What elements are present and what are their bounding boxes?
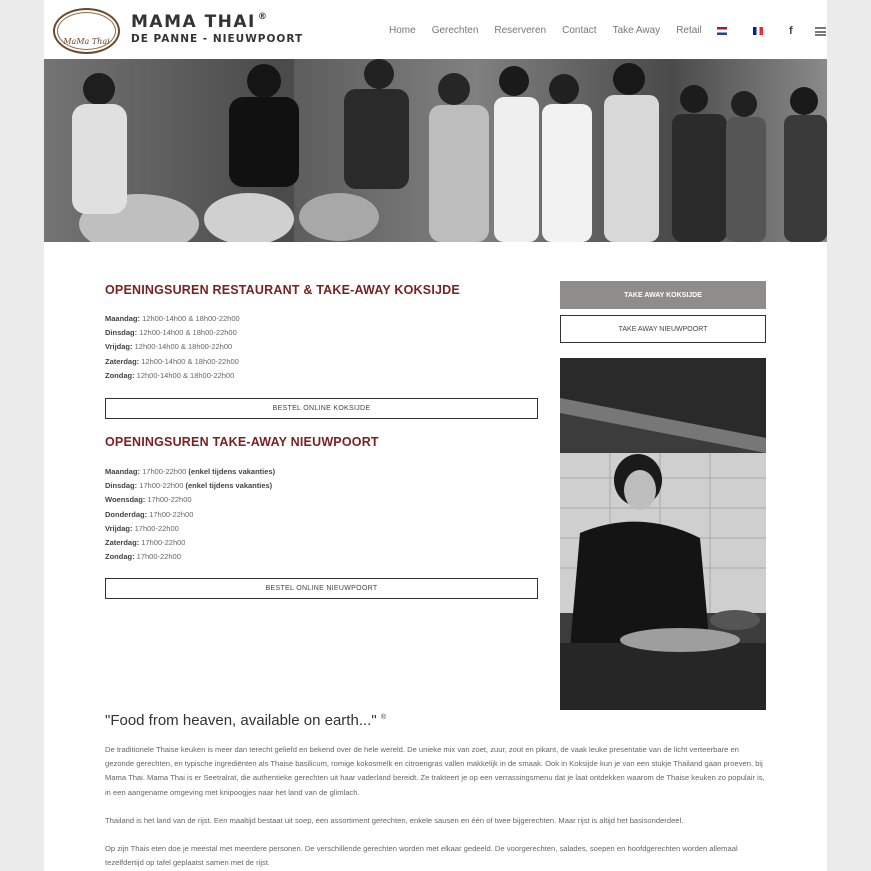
- brand-title: MAMA THAI: [131, 12, 256, 32]
- nieuwpoort-title: OPENINGSUREN TAKE-AWAY NIEUWPOORT: [105, 435, 379, 449]
- nav-home[interactable]: Home: [389, 25, 416, 36]
- facebook-icon[interactable]: f: [789, 25, 793, 37]
- hours-row: Zaterdag: 17h00-22h00: [105, 538, 186, 548]
- brand[interactable]: [131, 12, 303, 45]
- nav-contact[interactable]: Contact: [562, 25, 597, 36]
- hours-row: Maandag: 12h00-14h00 & 18h00-22h00: [105, 314, 240, 323]
- intro-paragraph: De traditionele Thaise keuken is meer dan terecht geliefd en bekend over de hele wereld. De unieke mix van zoet, zuur, zout en pikant, de vaak leuke presentatie van de licht verteerbare en gezonde gerechten, en typische ingrediënten als Thaise basilicum, romige kokosmelk en citroengras vallen makkelijk in de smaak. Ook in Koksijde kun je van een stukje Thailand gaan proeven, bij Mama Thai. Mama Thai is er Seetralrat, die authentieke gerechten uit haar vaderland bereidt. Ze trakteert je op een verrassingsmenu dat je laat ontdekken waarom de Thaise keuken zo populair is, in een aangename omgeving met knipoogjes naar het land van de glimlach.: [105, 745, 765, 797]
- nav-retail[interactable]: Retail: [676, 25, 702, 36]
- take-away-koksijde-button[interactable]: TAKE AWAY KOKSIJDE: [560, 281, 766, 309]
- main-nav: [389, 25, 702, 36]
- take-away-nieuwpoort-button[interactable]: TAKE AWAY NIEUWPOORT: [560, 315, 766, 343]
- hours-row: Donderdag: 17h00-22h00: [105, 509, 194, 519]
- chef-image: [560, 358, 766, 710]
- rice-paragraph: Thailand is het land van de rijst. Een maaltijd bestaat uit soep, een assortiment gerechten, enkele sausen en één of twee bijgerechten. Maar rijst is altijd het basisonderdeel.: [105, 816, 684, 825]
- nl-flag-icon[interactable]: [717, 27, 727, 35]
- order-koksijde-button[interactable]: BESTEL ONLINE KOKSIJDE: [105, 398, 538, 419]
- slogan: "Food from heaven, available on earth..." ®: [105, 712, 386, 729]
- hours-row: Vrijdag: 17h00-22h00: [105, 523, 179, 533]
- brand-subtitle: DE PANNE - NIEUWPOORT: [131, 33, 304, 45]
- koksijde-title: OPENINGSUREN RESTAURANT & TAKE-AWAY KOKSIJDE: [105, 283, 460, 297]
- hours-row: Vrijdag: 12h00-14h00 & 18h00-22h00: [105, 342, 233, 352]
- hours-row: Zondag: 12h00-14h00 & 18h00-22h00: [105, 370, 235, 380]
- fr-flag-icon[interactable]: [753, 27, 763, 35]
- hours-row: Zondag: 17h00-22h00: [105, 552, 181, 562]
- koksijde-hours: [105, 312, 240, 383]
- hours-row: Maandag: 17h00-22h00 (enkel tijdens vakanties): [105, 467, 276, 476]
- hamburger-menu-icon[interactable]: [815, 27, 826, 36]
- nieuwpoort-hours: [105, 465, 275, 564]
- nav-gerechten[interactable]: Gerechten: [431, 25, 479, 36]
- logo[interactable]: [53, 8, 120, 54]
- hours-row: Woensdag: 17h00-22h00: [105, 495, 192, 505]
- registered-mark: ®: [380, 714, 386, 721]
- nav-take-away[interactable]: Take Away: [612, 25, 661, 36]
- nav-reserveren[interactable]: Reserveren: [494, 25, 547, 36]
- registered-mark: ®: [257, 12, 269, 22]
- page: [44, 0, 827, 871]
- hours-row: Dinsdag: 12h00-14h00 & 18h00-22h00: [105, 328, 237, 338]
- site-header: [44, 0, 827, 59]
- hero-image: [44, 59, 827, 242]
- hours-row: Dinsdag: 17h00-22h00 (enkel tijdens vakanties): [105, 481, 273, 491]
- order-nieuwpoort-button[interactable]: BESTEL ONLINE NIEUWPOORT: [105, 578, 538, 599]
- hours-row: Zaterdag: 12h00-14h00 & 18h00-22h00: [105, 356, 239, 366]
- sharing-paragraph: Op zijn Thais eten doe je meestal met meerdere personen. De verschillende gerechten worden met elkaar gedeeld. De voorgerechten, salades, soepen en hoofdgerechten worden allemaal tezelfdertijd op tafel geplaatst samen met de rijst.: [105, 844, 738, 868]
- logo-text: MaMa Thai: [63, 37, 110, 46]
